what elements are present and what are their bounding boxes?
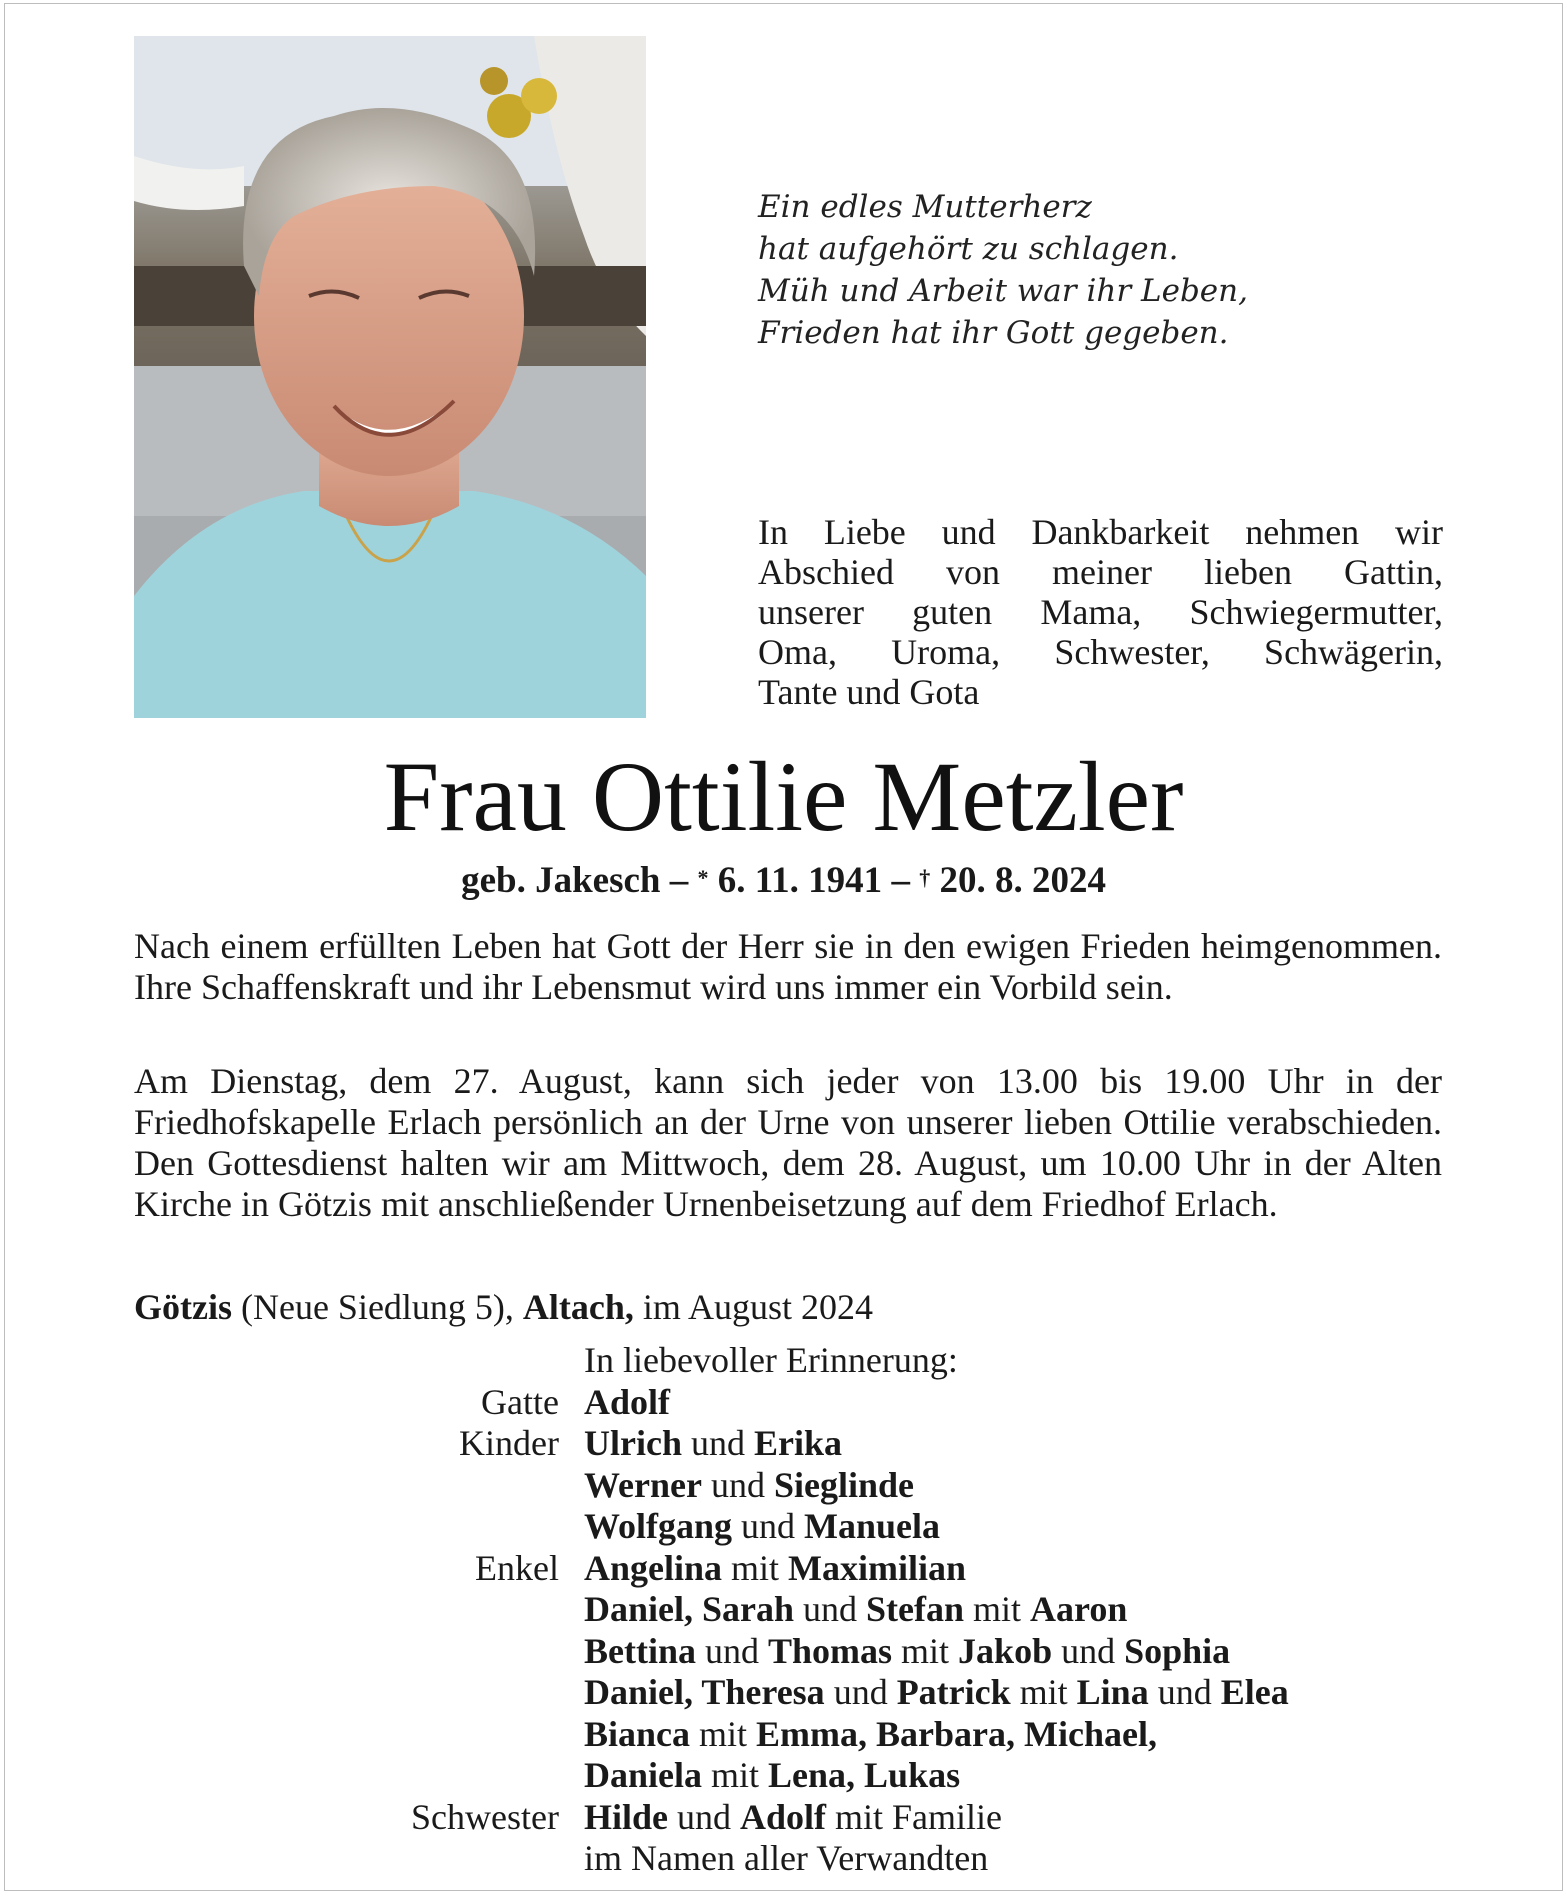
family-member-name: Sophia <box>1124 1630 1231 1671</box>
family-members <box>584 1465 1464 1507</box>
funeral-details-paragraph: Am Dienstag, dem 27. August, kann sich jeder von 13.00 bis 19.00 Uhr in der Friedhofskapelle Erlach persönlich an der Urne von unserer lieben Ottilie verabschieden. Den Gottesdienst halten wir am Mittwoch, dem 28. August, um 10.00 Uhr in der Alten Kirche in Götzis mit anschließender Urnenbeisetzung auf dem Friedhof Erlach. <box>134 1061 1442 1224</box>
family-label <box>134 1340 584 1382</box>
poem-line: Müh und Arbeit war ihr Leben, <box>758 273 1248 309</box>
intro-line: Abschied von meiner lieben Gattin, <box>758 552 1443 592</box>
family-connector: und <box>794 1589 867 1629</box>
family-label <box>134 1755 584 1797</box>
family-members <box>584 1797 1464 1839</box>
intro-text <box>758 512 1443 712</box>
date-separator: – <box>660 860 698 901</box>
deceased-name: Frau Ottilie Metzler <box>383 741 1184 852</box>
family-member-name: Daniela <box>584 1755 703 1795</box>
family-connector: und <box>1148 1672 1221 1712</box>
place-city: Altach, <box>522 1287 634 1327</box>
family-members <box>584 1672 1464 1714</box>
family-members <box>584 1714 1464 1756</box>
obituary-page <box>4 3 1563 1891</box>
family-row <box>134 1506 1464 1548</box>
family-connector: mit <box>964 1589 1031 1629</box>
intro-line: Oma, Uroma, Schwester, Schwägerin, <box>758 632 1443 672</box>
family-connector: mit <box>702 1755 769 1795</box>
family-member-name: Daniel, Sarah <box>584 1589 795 1629</box>
family-member-name: Erika <box>753 1423 842 1463</box>
family-member-name: Jakob <box>958 1630 1053 1671</box>
memorial-poem <box>758 186 1458 354</box>
family-member-name: Hilde <box>584 1796 669 1837</box>
family-label <box>134 1714 584 1756</box>
place-and-date <box>134 1286 873 1328</box>
family-connector: und <box>701 1464 774 1505</box>
family-row <box>134 1755 1464 1797</box>
family-member-name: Sieglinde <box>773 1464 914 1505</box>
family-member-name: Emma, Barbara, Michael, <box>756 1713 1157 1754</box>
life-dates <box>5 859 1562 903</box>
family-label <box>134 1672 584 1714</box>
family-members <box>584 1838 1464 1880</box>
family-connector: mit <box>892 1630 959 1671</box>
family-row <box>134 1340 1464 1382</box>
birth-symbol: * <box>697 865 709 890</box>
family-members <box>584 1506 1464 1548</box>
intro-line: Tante und Gota <box>758 672 980 712</box>
family-connector: und <box>696 1630 768 1671</box>
family-member-name: Stefan <box>866 1589 965 1629</box>
family-row <box>134 1714 1464 1756</box>
family-connector: und <box>668 1796 741 1837</box>
family-members <box>584 1755 1464 1797</box>
family-member-name: Manuela <box>804 1506 941 1546</box>
family-member-name: Patrick <box>896 1672 1011 1712</box>
portrait-image <box>134 36 646 718</box>
family-member-name: Daniel, Theresa <box>584 1672 825 1712</box>
poem-line: Ein edles Mutterherz <box>758 189 1092 225</box>
place-date: im August 2024 <box>633 1287 873 1327</box>
family-label <box>134 1589 584 1631</box>
remembrance-heading: In liebevoller Erinnerung: <box>584 1340 958 1380</box>
family-row <box>134 1423 1464 1465</box>
family-connector: im Namen aller Verwandten <box>584 1838 989 1878</box>
family-connector: mit <box>690 1713 757 1754</box>
family-member-name: Bianca <box>584 1713 691 1754</box>
intro-line: In Liebe und Dankbarkeit nehmen wir <box>758 512 1443 552</box>
family-connector: mit <box>1010 1672 1077 1712</box>
date-separator: – <box>882 860 920 901</box>
family-label <box>134 1838 584 1880</box>
maiden-name: geb. Jakesch <box>461 860 661 901</box>
family-member-name: Elea <box>1220 1672 1289 1712</box>
family-connector: und <box>1052 1630 1125 1671</box>
family-member-name: Ulrich <box>584 1423 682 1463</box>
poem-line: hat aufgehört zu schlagen. <box>758 231 1179 267</box>
family-row <box>134 1382 1464 1424</box>
family-label: Enkel <box>475 1547 559 1588</box>
intro-line: unserer guten Mama, Schwiegermutter, <box>758 592 1443 632</box>
family-connector: und <box>681 1423 754 1463</box>
family-connector: mit Familie <box>826 1796 1003 1837</box>
poem-line: Frieden hat ihr Gott gegeben. <box>758 315 1229 351</box>
death-symbol: † <box>919 865 931 890</box>
family-member-name: Maximilian <box>788 1547 967 1588</box>
family-member-name: Adolf <box>740 1796 827 1837</box>
family-members <box>584 1548 1464 1590</box>
family-connector: mit <box>722 1547 789 1588</box>
family-member-name: Werner <box>584 1464 702 1505</box>
family-member-name: Lena, Lukas <box>768 1755 961 1795</box>
family-members <box>584 1589 1464 1631</box>
place-city: Götzis <box>134 1287 232 1327</box>
family-row <box>134 1589 1464 1631</box>
family-row <box>134 1465 1464 1507</box>
family-members <box>584 1382 1464 1424</box>
family-list <box>134 1340 1464 1880</box>
family-label: Gatte <box>481 1381 559 1422</box>
portrait-photo <box>134 36 646 718</box>
family-row <box>134 1838 1464 1880</box>
family-members <box>584 1423 1464 1465</box>
family-label: Schwester <box>411 1796 559 1837</box>
family-member-name: Adolf <box>584 1381 671 1422</box>
family-label <box>134 1506 584 1548</box>
family-row <box>134 1672 1464 1714</box>
family-member-name: Lina <box>1076 1672 1149 1712</box>
family-label: Kinder <box>459 1423 559 1463</box>
family-label <box>134 1631 584 1673</box>
family-member-name: Bettina <box>584 1630 696 1671</box>
family-row <box>134 1797 1464 1839</box>
family-member-name: Angelina <box>584 1547 723 1588</box>
family-members <box>584 1631 1464 1673</box>
family-connector: und <box>824 1672 897 1712</box>
place-address: (Neue Siedlung 5), <box>231 1287 523 1327</box>
family-label <box>134 1465 584 1507</box>
death-date: 20. 8. 2024 <box>930 860 1106 901</box>
tribute-paragraph: Nach einem erfüllten Leben hat Gott der Herr sie in den ewigen Frieden heimgenommen. Ihre Schaffenskraft und ihr Lebensmut wird uns immer ein Vorbild sein. <box>134 926 1442 1007</box>
birth-date: 6. 11. 1941 <box>708 860 883 901</box>
family-member-name: Thomas <box>768 1630 893 1671</box>
family-member-name: Aaron <box>1030 1589 1128 1629</box>
family-member-name: Wolfgang <box>584 1506 733 1546</box>
family-row <box>134 1548 1464 1590</box>
family-row <box>134 1631 1464 1673</box>
family-connector: und <box>732 1506 805 1546</box>
